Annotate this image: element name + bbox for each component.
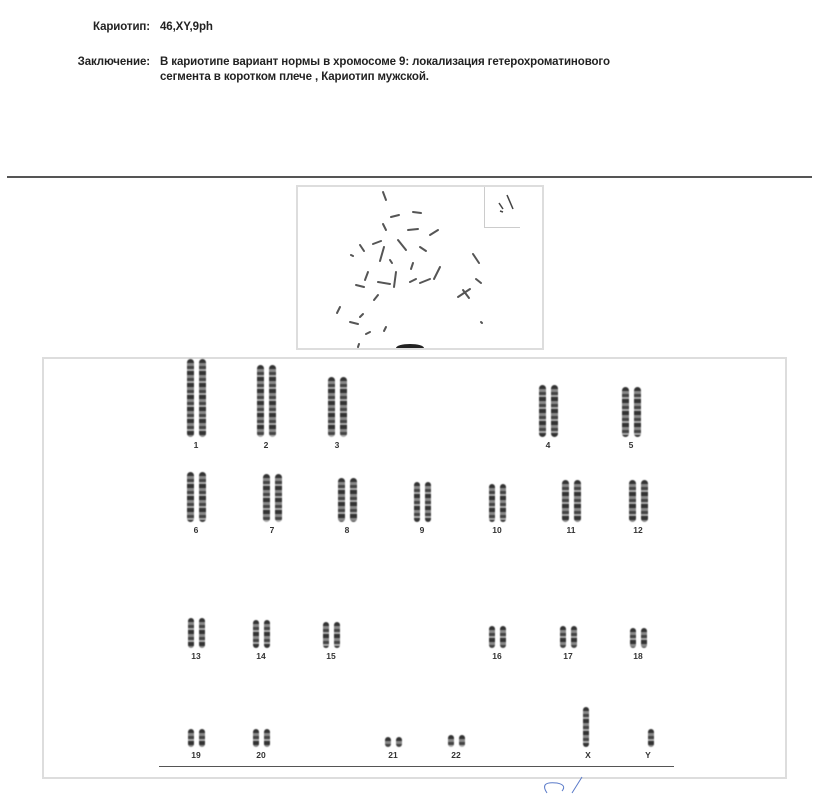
karyotype-label: Кариотип:	[93, 21, 150, 33]
chromosome	[539, 385, 546, 437]
chromosome-pair-10	[467, 484, 527, 535]
chromosome	[629, 480, 636, 522]
chromosome	[264, 729, 270, 747]
chromosome-label: 9	[419, 525, 425, 535]
chromosome-homologs	[166, 472, 226, 522]
chromosome	[199, 472, 206, 522]
chromosome-pair-3	[307, 377, 367, 450]
chromosome-homologs	[166, 729, 226, 747]
chromosome-homologs	[392, 482, 452, 522]
conclusion-line-1: В кариотипе вариант нормы в хромосоме 9: локализация гетерохроматинового	[160, 56, 610, 68]
chromosome	[622, 387, 629, 437]
chromosome-label: Y	[645, 750, 651, 760]
chromosome-label: 10	[492, 525, 502, 535]
chromosome-label: 18	[633, 651, 643, 661]
chromosome-pair-4	[518, 385, 578, 450]
chromosome	[328, 377, 335, 437]
conclusion-label: Заключение:	[77, 56, 150, 68]
chromosome-homologs	[236, 365, 296, 437]
chromosome	[188, 729, 194, 747]
chromosome-label: 21	[388, 750, 398, 760]
chromosome-label: 19	[191, 750, 201, 760]
chromosome	[500, 626, 506, 648]
chromosome	[253, 729, 259, 747]
chromosome	[263, 474, 270, 522]
chromosome-pair-21	[363, 737, 423, 760]
chromosome-homologs	[166, 359, 226, 437]
chromosome-pair-1	[166, 359, 226, 450]
metaphase-inset	[484, 187, 520, 228]
chromosome-homologs	[608, 628, 668, 648]
chromosome	[641, 628, 647, 648]
signature	[522, 775, 602, 795]
chromosome	[571, 626, 577, 648]
chromosome-pair-22	[426, 735, 486, 760]
chromosome	[275, 474, 282, 522]
chromosome-homologs	[467, 626, 527, 648]
chromosome	[425, 482, 431, 522]
chromosome-label: 7	[269, 525, 275, 535]
chromosome-pair-5	[601, 387, 661, 450]
chromosome-homologs	[166, 618, 226, 648]
chromosome	[340, 377, 347, 437]
chromosome-homologs	[242, 474, 302, 522]
chromosome-homologs	[317, 478, 377, 522]
chromosome	[634, 387, 641, 437]
chromosome	[630, 628, 636, 648]
chromosome	[199, 618, 205, 648]
chromosome-homologs	[601, 387, 661, 437]
chromosome	[199, 729, 205, 747]
chromosome-pair-12	[608, 480, 668, 535]
chromosome-homologs	[518, 385, 578, 437]
chromosome-pair-y	[618, 729, 678, 760]
chromosome-label: 5	[628, 440, 634, 450]
karyotype-value: 46,XY,9ph	[160, 21, 213, 33]
chromosome-label: 6	[193, 525, 199, 535]
chromosome-pair-14	[231, 620, 291, 661]
chromosome-pair-17	[538, 626, 598, 661]
chromosome	[448, 735, 454, 747]
chromosome	[648, 729, 654, 747]
chromosome-pair-9	[392, 482, 452, 535]
chromosome-homologs	[558, 707, 618, 747]
chromosome	[338, 478, 345, 522]
chromosome	[574, 480, 581, 522]
chromosome	[187, 359, 194, 437]
chromosome-label: 4	[545, 440, 551, 450]
chromosome-label: 20	[256, 750, 266, 760]
chromosome	[323, 622, 329, 648]
chromosome-pair-6	[166, 472, 226, 535]
chromosome-pair-18	[608, 628, 668, 661]
chromosome-label: 22	[451, 750, 461, 760]
chromosome-homologs	[608, 480, 668, 522]
chromosome	[459, 735, 465, 747]
chromosome	[551, 385, 558, 437]
chromosome	[187, 472, 194, 522]
chromosome	[264, 620, 270, 648]
conclusion-line-2: сегмента в коротком плече , Кариотип мужской.	[160, 71, 429, 83]
chromosome	[188, 618, 194, 648]
chromosome-label: 8	[344, 525, 350, 535]
chromosome-pair-16	[467, 626, 527, 661]
chromosome-homologs	[541, 480, 601, 522]
chromosome-pair-20	[231, 729, 291, 760]
chromosome	[641, 480, 648, 522]
chromosome	[385, 737, 391, 747]
chromosome	[583, 707, 589, 747]
chromosome	[396, 737, 402, 747]
chromosome-label: 17	[563, 651, 573, 661]
chromosome-label: 15	[326, 651, 336, 661]
karyogram-panel	[42, 357, 787, 779]
chromosome	[269, 365, 276, 437]
section-divider	[7, 176, 812, 178]
chromosome-homologs	[301, 622, 361, 648]
chromosome	[560, 626, 566, 648]
chromosome	[489, 484, 495, 522]
chromosome	[350, 478, 357, 522]
chromosome-label: 12	[633, 525, 643, 535]
metaphase-thumbnail	[296, 185, 544, 350]
conclusion-value	[160, 55, 780, 85]
chromosome-pair-13	[166, 618, 226, 661]
chromosome	[334, 622, 340, 648]
chromosome-homologs	[231, 729, 291, 747]
chromosome	[562, 480, 569, 522]
chromosome-pair-2	[236, 365, 296, 450]
chromosome-label: X	[585, 750, 591, 760]
chromosome	[414, 482, 420, 522]
chromosome-pair-8	[317, 478, 377, 535]
chromosome	[199, 359, 206, 437]
chromosome-label: 11	[566, 525, 576, 535]
chromosome-label: 3	[334, 440, 340, 450]
chromosome-pair-19	[166, 729, 226, 760]
chromosome-homologs	[363, 737, 423, 747]
chromosome-homologs	[426, 735, 486, 747]
chromosome-label: 14	[256, 651, 266, 661]
chromosome	[253, 620, 259, 648]
chromosome	[489, 626, 495, 648]
chromosome-label: 13	[191, 651, 201, 661]
chromosome-label: 16	[492, 651, 502, 661]
chromosome-homologs	[307, 377, 367, 437]
chromosome-pair-x	[558, 707, 618, 760]
chromosome-homologs	[538, 626, 598, 648]
chromosome-pair-11	[541, 480, 601, 535]
chromosome-homologs	[231, 620, 291, 648]
karyogram-baseline	[159, 766, 674, 767]
chromosome-label: 2	[263, 440, 269, 450]
chromosome-label: 1	[193, 440, 199, 450]
chromosome-homologs	[467, 484, 527, 522]
chromosome	[257, 365, 264, 437]
chromosome-pair-15	[301, 622, 361, 661]
chromosome-homologs	[618, 729, 678, 747]
chromosome-pair-7	[242, 474, 302, 535]
chromosome	[500, 484, 506, 522]
